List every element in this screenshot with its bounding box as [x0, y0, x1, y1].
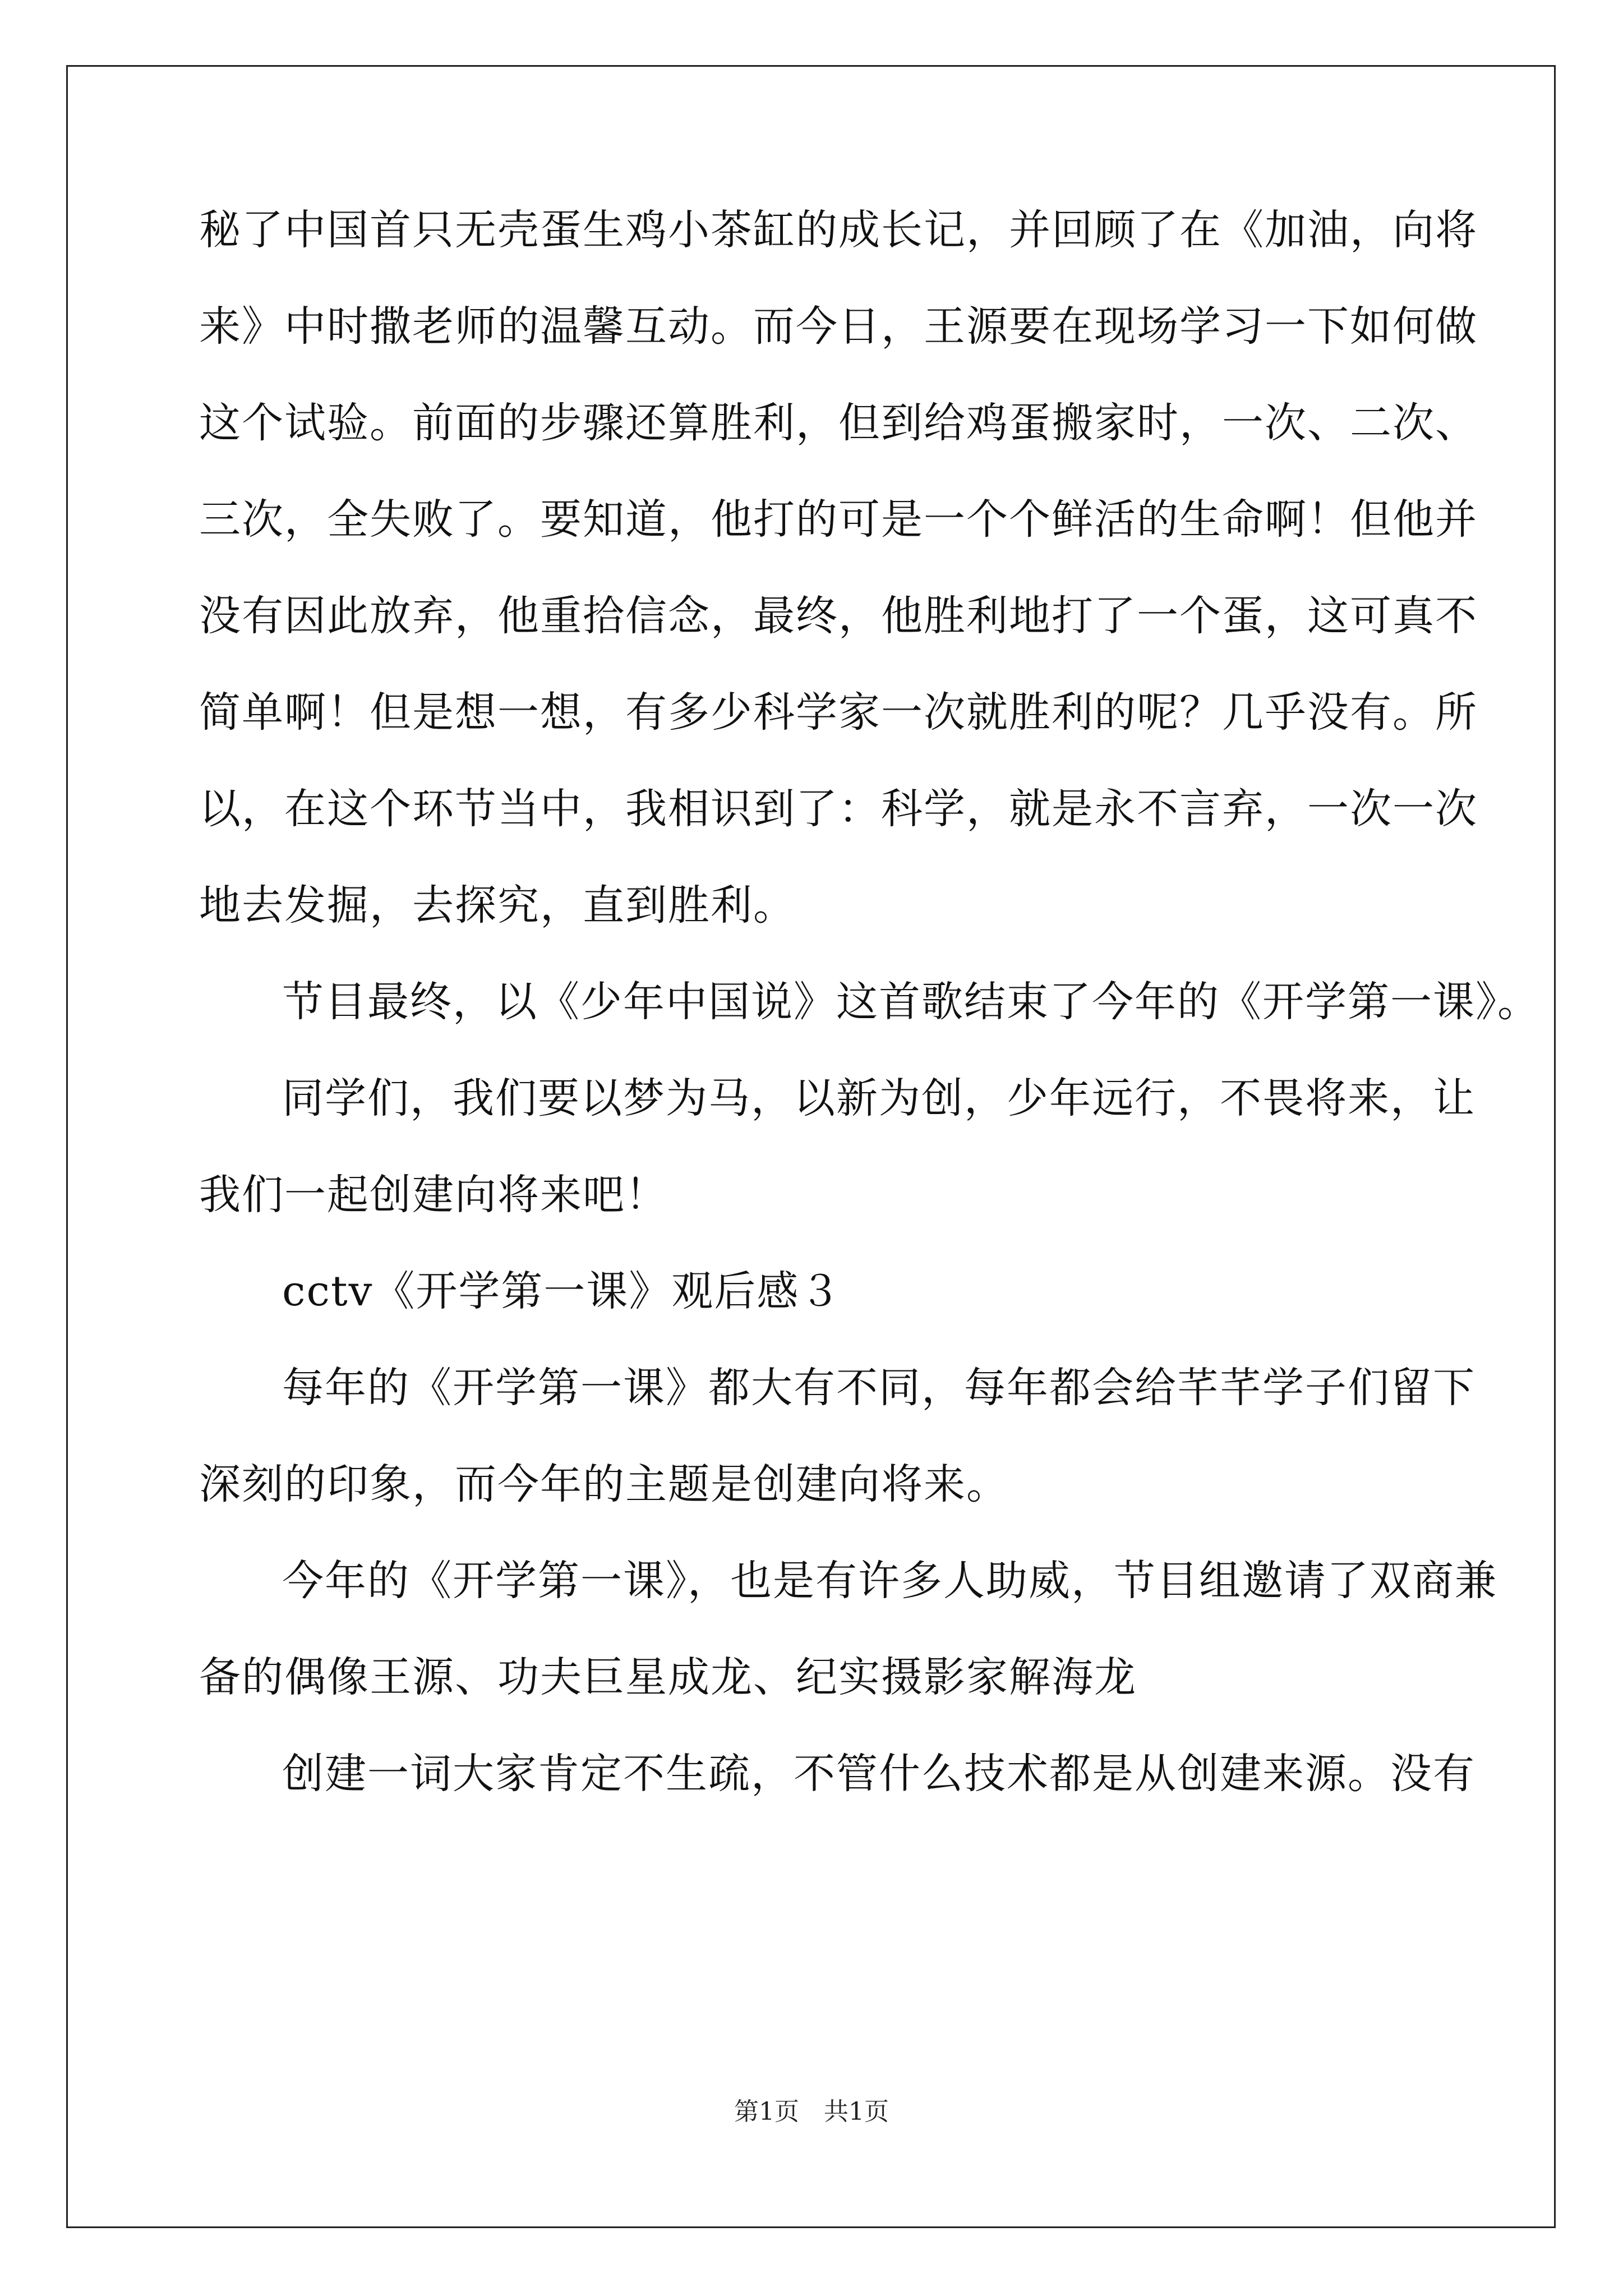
text-line-8: 地去发掘，去探究，直到胜利。: [199, 881, 796, 930]
text-line-6: 简单啊！但是想一想，有多少科学家一次就胜利的呢？几乎没有。所: [199, 688, 1478, 737]
text-line-13: 每年的《开学第一课》都大有不同，每年都会给芊芊学子们留下: [282, 1364, 1476, 1412]
section-heading: cctv《开学第一课》观后感３: [282, 1267, 842, 1315]
text-line-10: 同学们，我们要以梦为马，以新为创，少年远行，不畏将来，让: [282, 1074, 1476, 1122]
text-line-5: 没有因此放弃，他重拾信念，最终，他胜利地打了一个蛋，这可真不: [199, 592, 1478, 640]
text-line-2: 来》中时撒老师的温馨互动。而今日，王源要在现场学习一下如何做: [199, 302, 1478, 351]
page-footer: 第1页 共1页: [734, 2097, 889, 2126]
text-line-15: 今年的《开学第一课》，也是有许多人助威，节目组邀请了双商兼: [282, 1557, 1497, 1605]
text-line-9: 节目最终，以《少年中国说》这首歌结束了今年的《开学第一课》。: [282, 978, 1540, 1026]
text-line-17: 创建一词大家肯定不生疏，不管什么技术都是从创建来源。没有: [282, 1750, 1476, 1798]
text-line-14: 深刻的印象，而今年的主题是创建向将来。: [199, 1460, 1009, 1508]
page-border: [66, 65, 1556, 2228]
text-line-4: 三次，全失败了。要知道，他打的可是一个个鲜活的生命啊！但他并: [199, 495, 1478, 544]
text-line-11: 我们一起创建向将来吧！: [199, 1171, 668, 1219]
text-line-3: 这个试验。前面的步骤还算胜利，但到给鸡蛋搬家时，一次、二次、: [199, 399, 1478, 447]
text-line-1: 秘了中国首只无壳蛋生鸡小茶缸的成长记，并回顾了在《加油，向将: [199, 206, 1478, 254]
text-line-7: 以，在这个环节当中，我相识到了：科学，就是永不言弃，一次一次: [199, 785, 1478, 833]
text-line-16: 备的偶像王源、功夫巨星成龙、纪实摄影家解海龙: [199, 1653, 1137, 1701]
